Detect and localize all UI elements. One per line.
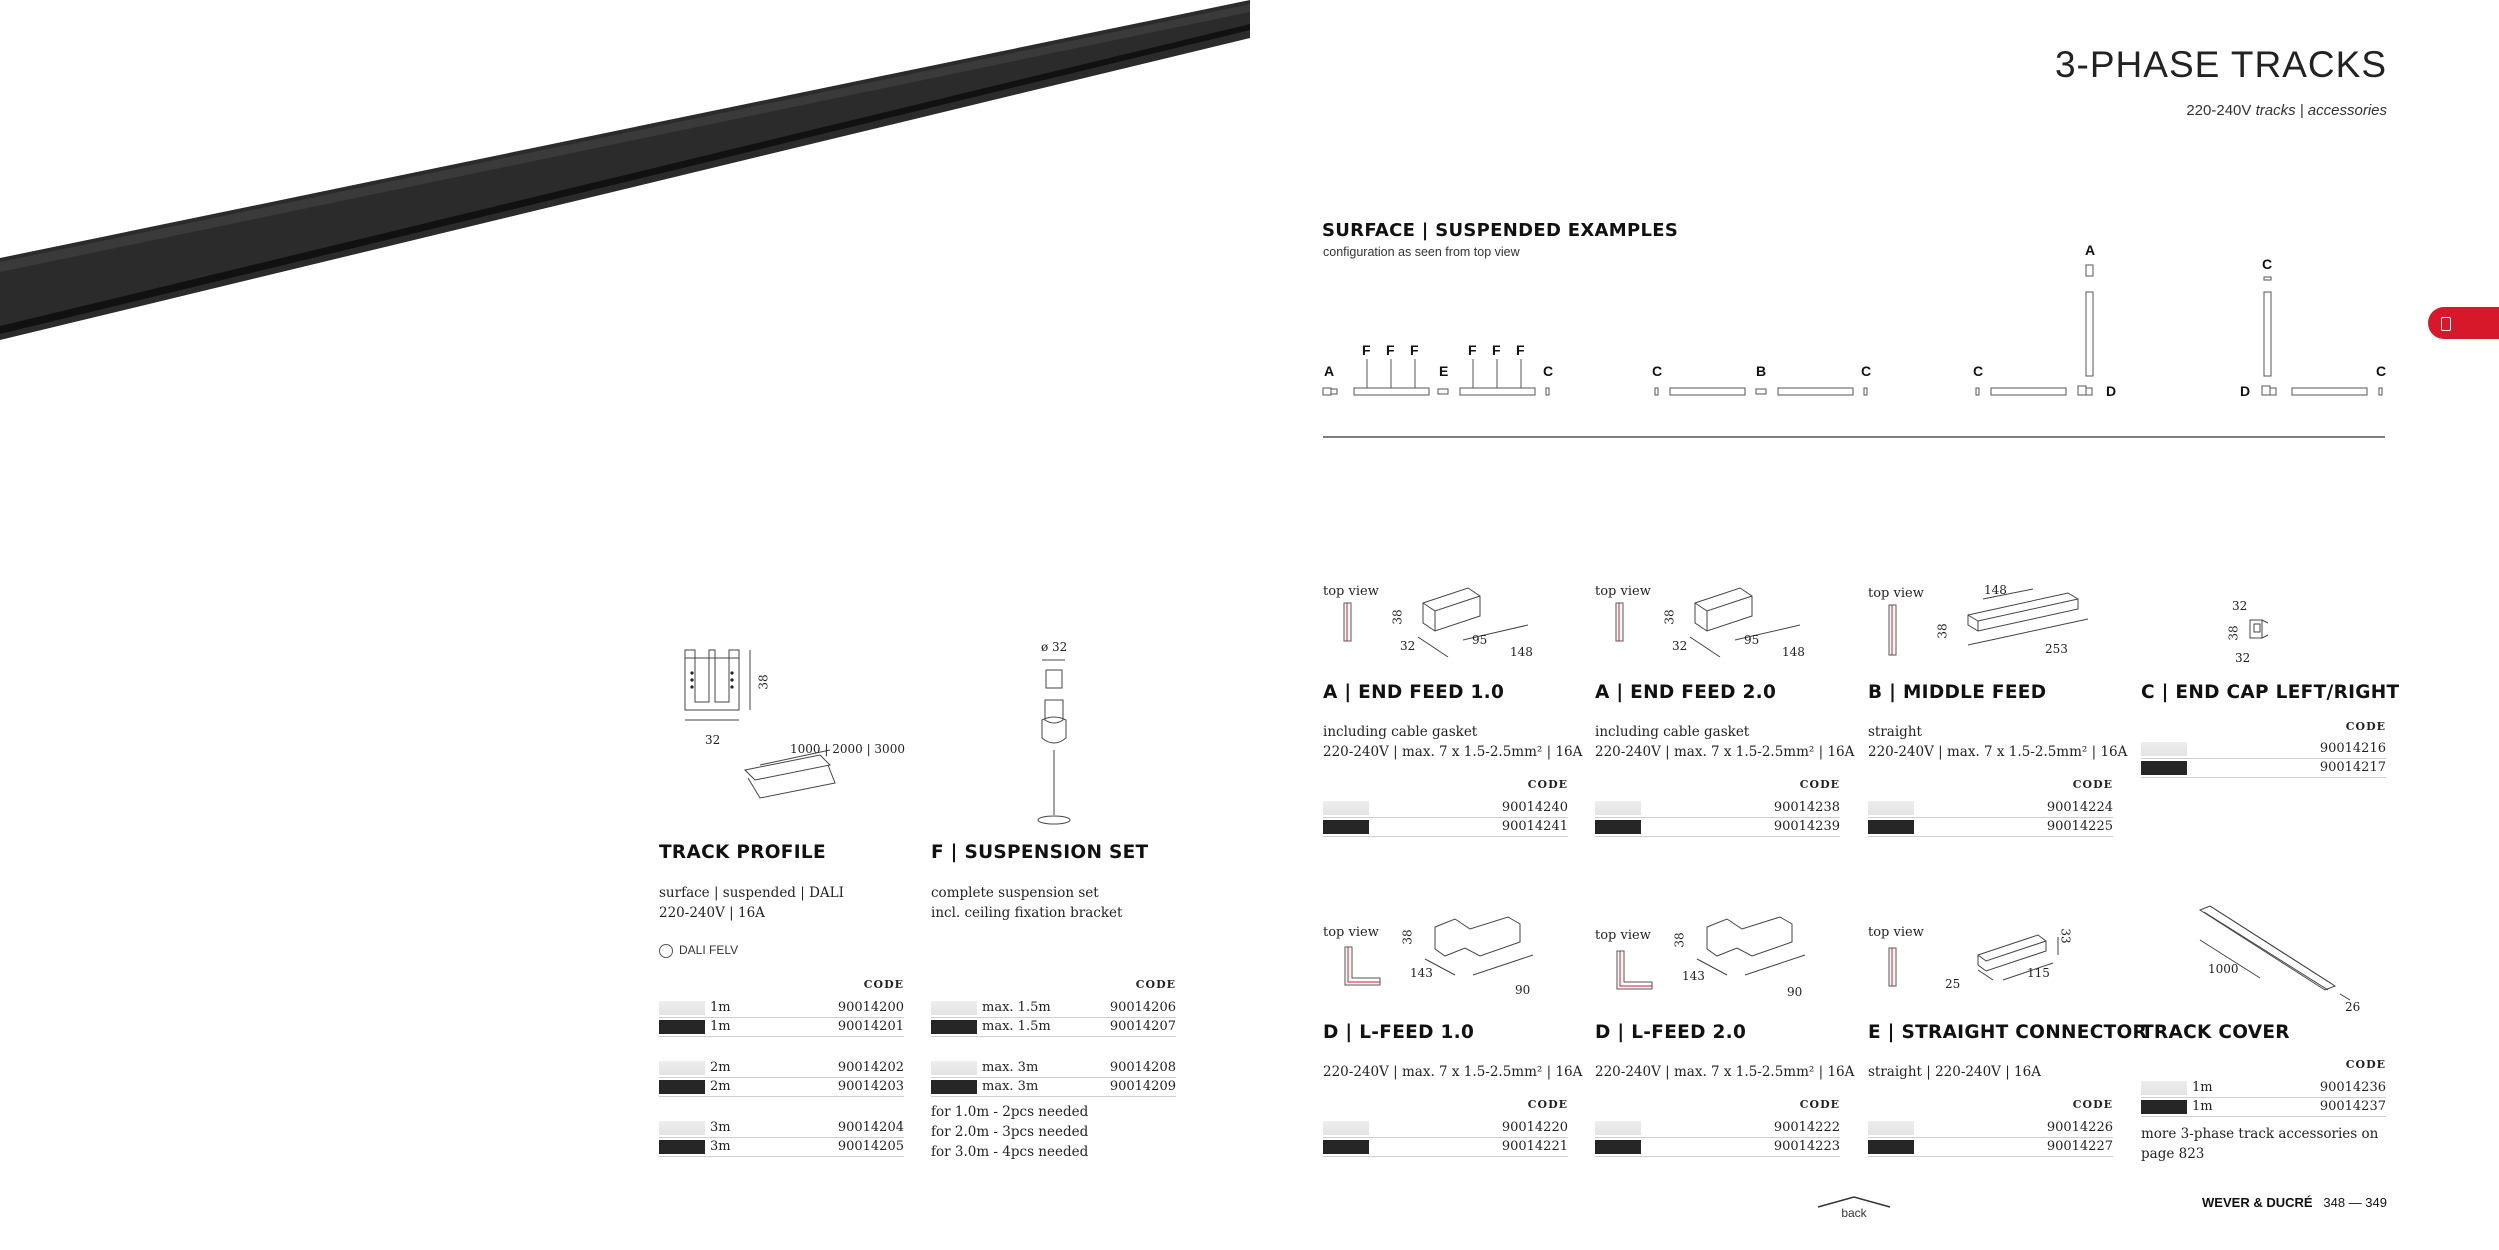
code-header: CODE — [2072, 778, 2113, 791]
dim-h: 38 — [1935, 623, 1950, 639]
end-cap-title: C | END CAP LEFT/RIGHT — [2141, 682, 2400, 703]
dim-w: 32 — [1672, 639, 1688, 653]
table-row[interactable]: 1m 90014201 — [659, 1019, 904, 1037]
top-view-label: top view — [1323, 925, 1379, 940]
dim-width: 32 — [705, 733, 721, 747]
straight-connector-title: E | STRAIGHT CONNECTOR — [1868, 1022, 2148, 1043]
code-header: CODE — [1799, 778, 1840, 791]
examples-title: SURFACE | SUSPENDED EXAMPLES — [1322, 220, 1679, 241]
page-subtitle: 220-240V tracks | accessories — [2186, 102, 2387, 119]
dim-w: 26 — [2345, 1000, 2361, 1014]
footer-brand: WEVER & DUCRÉ 348 — 349 — [2202, 1195, 2387, 1210]
section-tab[interactable] — [2428, 307, 2499, 339]
l-feed-2-desc: 220-240V | max. 7 x 1.5-2.5mm² | 16A — [1595, 1064, 1855, 1080]
l-feed-2-title: D | L-FEED 2.0 — [1595, 1022, 1747, 1043]
dim-l1: 95 — [1744, 633, 1760, 647]
top-view-label: top view — [1595, 928, 1651, 943]
back-button[interactable]: back — [1816, 1195, 1892, 1225]
code-header: CODE — [1527, 778, 1568, 791]
table-row[interactable]: 1m 90014236 — [2141, 1080, 2386, 1098]
code-header: CODE — [863, 978, 904, 991]
track-cover-drawing — [2180, 900, 2380, 1010]
examples-labels: A F F F E F F F C C B C A C D C D C — [1324, 242, 2387, 399]
dim-top: 148 — [1984, 583, 2007, 597]
dim-b: 32 — [2235, 651, 2251, 665]
dim-w: 25 — [1945, 977, 1961, 991]
dim-h: 38 — [1400, 929, 1415, 945]
middle-feed-desc: straight 220-240V | max. 7 x 1.5-2.5mm² | 16A — [1868, 724, 2128, 760]
suspension-notes: for 1.0m - 2pcs needed for 2.0m - 3pcs needed for 3.0m - 4pcs needed — [931, 1104, 1089, 1160]
track-profile-desc: surface | suspended | DALI 220-240V | 16A — [659, 885, 844, 921]
code-header: CODE — [2072, 1098, 2113, 1111]
dim-l2: 148 — [1510, 645, 1533, 659]
end-feed-2-title: A | END FEED 2.0 — [1595, 682, 1777, 703]
dim-l2: 148 — [1782, 645, 1805, 659]
end-feed-1-desc: including cable gasket 220-240V | max. 7 x 1.5-2.5mm² | 16A — [1323, 724, 1583, 760]
dim-l: 253 — [2045, 642, 2068, 656]
code-header: CODE — [2345, 720, 2386, 733]
suspension-desc: complete suspension set incl. ceiling fixation bracket — [931, 885, 1123, 921]
dali-badge: DALI FELV — [659, 943, 738, 958]
code-header: CODE — [2345, 1058, 2386, 1071]
top-view-label: top view — [1323, 584, 1379, 599]
end-feed-2-desc: including cable gasket 220-240V | max. 7 x 1.5-2.5mm² | 16A — [1595, 724, 1855, 760]
more-accessories-note[interactable]: more 3-phase track accessories on page 823 — [2141, 1126, 2379, 1162]
table-row[interactable]: 90014238 — [1595, 800, 1840, 818]
table-row[interactable]: 90014221 — [1323, 1139, 1568, 1157]
dim-h: 33 — [2058, 928, 2073, 944]
table-row[interactable]: 90014240 — [1323, 800, 1568, 818]
track-profile-title: TRACK PROFILE — [659, 842, 826, 863]
table-row[interactable]: 3m 90014204 — [659, 1120, 904, 1138]
lamp-icon — [2441, 317, 2451, 331]
end-feed-1-title: A | END FEED 1.0 — [1323, 682, 1505, 703]
dim-height: 38 — [756, 674, 771, 690]
dim-l1: 143 — [1682, 969, 1705, 983]
dim-h: 38 — [1672, 932, 1687, 948]
track-profile-drawing — [660, 640, 900, 810]
table-row[interactable]: 90014220 — [1323, 1120, 1568, 1138]
examples-subtitle: configuration as seen from top view — [1323, 245, 1520, 259]
code-header: CODE — [1799, 1098, 1840, 1111]
table-row[interactable]: 90014222 — [1595, 1120, 1840, 1138]
track-cover-title: TRACK COVER — [2141, 1022, 2290, 1043]
middle-feed-title: B | MIDDLE FEED — [1868, 682, 2047, 703]
table-row[interactable]: 90014217 — [2141, 760, 2386, 778]
l-feed-1-desc: 220-240V | max. 7 x 1.5-2.5mm² | 16A — [1323, 1064, 1583, 1080]
dim-w: 32 — [1400, 639, 1416, 653]
dim-l: 115 — [2027, 966, 2050, 980]
l-feed-1-title: D | L-FEED 1.0 — [1323, 1022, 1475, 1043]
table-row[interactable]: 90014223 — [1595, 1139, 1840, 1157]
dim-a: 32 — [2232, 599, 2248, 613]
table-row[interactable]: 2m 90014202 — [659, 1060, 904, 1078]
suspension-set-drawing — [1020, 655, 1090, 830]
dim-h: 38 — [1662, 609, 1677, 625]
table-row[interactable]: 90014227 — [1868, 1139, 2113, 1157]
dim-l2: 90 — [1787, 985, 1803, 999]
table-row[interactable]: 1m 90014237 — [2141, 1099, 2386, 1117]
table-row[interactable]: 3m 90014205 — [659, 1139, 904, 1157]
dim-length: 1000 | 2000 | 3000 — [790, 742, 905, 756]
table-row[interactable]: max. 1.5m 90014206 — [931, 1000, 1176, 1018]
plug-icon — [659, 944, 673, 958]
table-row[interactable]: 90014239 — [1595, 819, 1840, 837]
table-row[interactable]: 90014241 — [1323, 819, 1568, 837]
straight-connector-desc: straight | 220-240V | 16A — [1868, 1064, 2041, 1080]
dim-l: 1000 — [2208, 962, 2239, 976]
table-row[interactable]: 90014224 — [1868, 800, 2113, 818]
dim-diameter: ø 32 — [1041, 640, 1068, 654]
dim-h: 38 — [1390, 609, 1405, 625]
table-row[interactable]: 2m 90014203 — [659, 1079, 904, 1097]
dim-h: 38 — [2226, 625, 2241, 641]
table-row[interactable]: max. 1.5m 90014207 — [931, 1019, 1176, 1037]
table-row[interactable]: max. 3m 90014208 — [931, 1060, 1176, 1078]
top-view-label: top view — [1868, 925, 1924, 940]
table-row[interactable]: 90014216 — [2141, 741, 2386, 759]
table-row[interactable]: 90014226 — [1868, 1120, 2113, 1138]
top-view-label: top view — [1595, 584, 1651, 599]
code-header: CODE — [1135, 978, 1176, 991]
table-row[interactable]: 1m 90014200 — [659, 1000, 904, 1018]
table-row[interactable]: max. 3m 90014209 — [931, 1079, 1176, 1097]
top-view-label: top view — [1868, 586, 1924, 601]
track-hero-image — [0, 0, 1250, 360]
dim-l1: 95 — [1472, 633, 1488, 647]
page-title: 3-PHASE TRACKS — [2054, 44, 2387, 85]
code-header: CODE — [1527, 1098, 1568, 1111]
suspension-title: F | SUSPENSION SET — [931, 842, 1149, 863]
dim-l2: 90 — [1515, 983, 1531, 997]
table-row[interactable]: 90014225 — [1868, 819, 2113, 837]
dim-l1: 143 — [1410, 966, 1433, 980]
